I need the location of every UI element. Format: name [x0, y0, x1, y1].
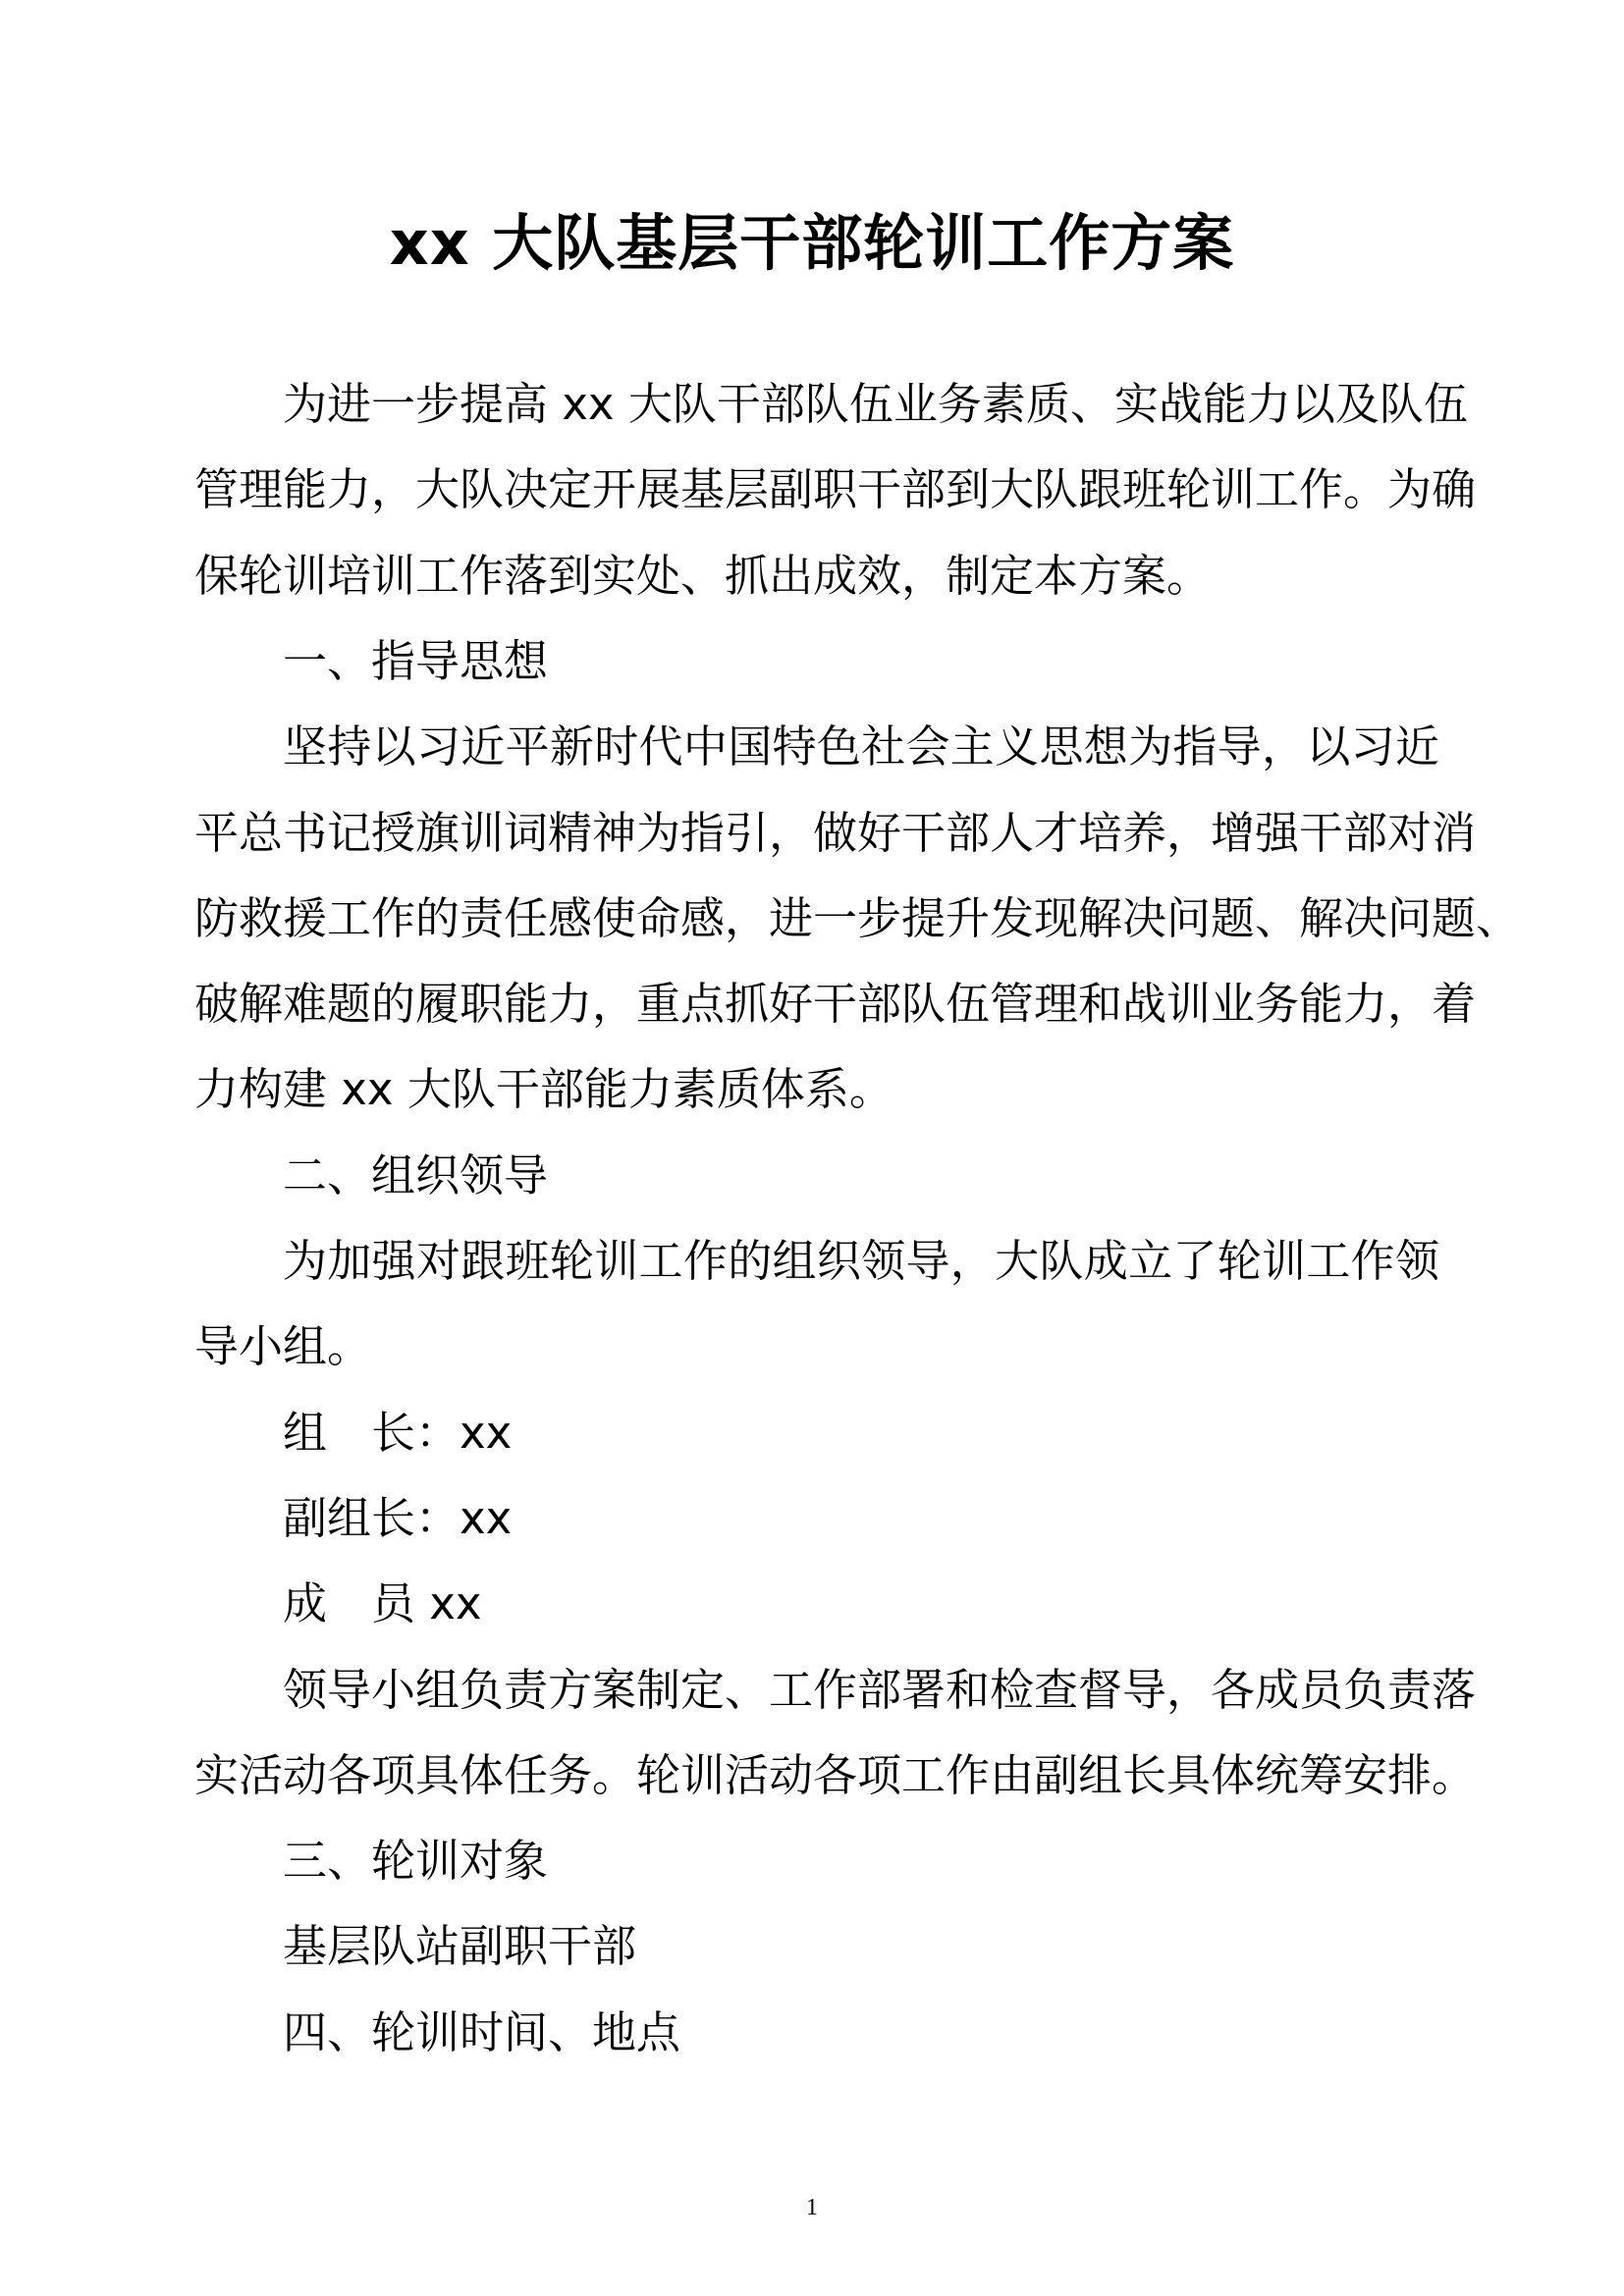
- member-line: 成 员 xx: [283, 1577, 482, 1629]
- paragraph-line: 力构建 xx 大队干部能力素质体系。: [194, 1063, 893, 1115]
- paragraph-line: 为进一步提高 xx 大队干部队伍业务素质、实战能力以及队伍: [283, 378, 1468, 430]
- paragraph-line: 平总书记授旗训词精神为指引，做好干部人才培养，增强干部对消: [194, 807, 1477, 859]
- section-heading: 二、组织领导: [283, 1149, 549, 1201]
- paragraph-line: 保轮训培训工作落到实处、抓出成效，制定本方案。: [194, 550, 1212, 602]
- section-heading: 三、轮训对象: [283, 1835, 549, 1887]
- document-title: xx 大队基层干部轮训工作方案: [389, 207, 1235, 279]
- paragraph-line: 坚持以习近平新时代中国特色社会主义思想为指导，以习近: [283, 721, 1439, 773]
- paragraph-line: 管理能力，大队决定开展基层副职干部到大队跟班轮训工作。为确: [194, 463, 1477, 515]
- member-line: 组 长：xx: [283, 1407, 513, 1459]
- section-heading: 四、轮训时间、地点: [283, 2006, 681, 2058]
- page-number: 1: [806, 2195, 818, 2220]
- paragraph-line: 导小组。: [194, 1320, 372, 1372]
- paragraph-line: 破解难题的履职能力，重点抓好干部队伍管理和战训业务能力，着: [194, 978, 1477, 1030]
- paragraph-line: 防救援工作的责任感使命感，进一步提升发现解决问题、解决问题、: [194, 892, 1521, 944]
- paragraph-line: 领导小组负责方案制定、工作部署和检查督导，各成员负责落: [283, 1664, 1477, 1716]
- member-line: 副组长：xx: [283, 1492, 513, 1544]
- paragraph-line: 为加强对跟班轮训工作的组织领导，大队成立了轮训工作领: [283, 1235, 1439, 1287]
- paragraph-line: 基层队站副职干部: [283, 1920, 637, 1972]
- section-heading: 一、指导思想: [283, 635, 549, 687]
- paragraph-line: 实活动各项具体任务。轮训活动各项工作由副组长具体统筹安排。: [194, 1749, 1477, 1801]
